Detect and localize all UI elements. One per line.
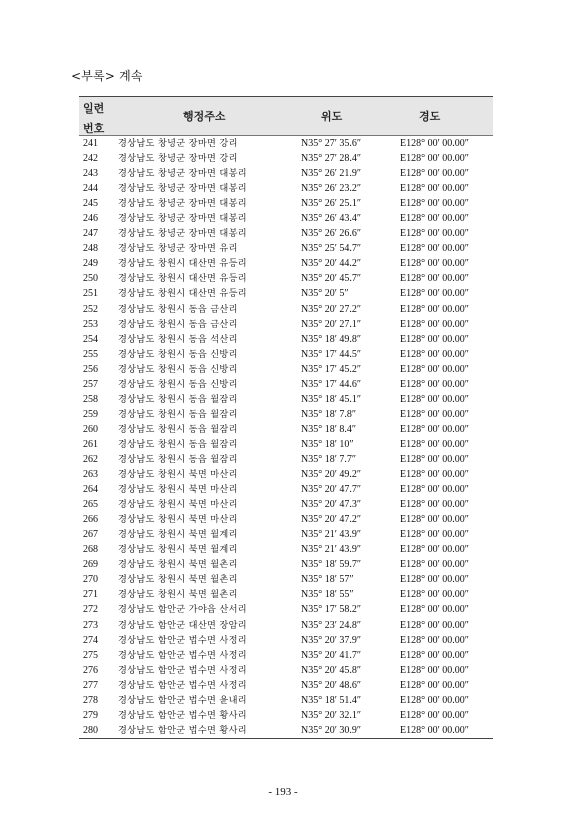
table-row <box>79 392 493 407</box>
longitude-cell: E128° 00′ 00.00″ <box>400 649 469 661</box>
latitude-cell: N35° 20′ 48.6″ <box>301 679 362 691</box>
latitude-cell: N35° 18′ 59.7″ <box>301 559 362 571</box>
serial-number-cell: 271 <box>83 589 98 601</box>
serial-number-cell: 243 <box>83 168 98 180</box>
table-row <box>79 663 493 678</box>
serial-number-cell: 245 <box>83 198 98 210</box>
latitude-cell: N35° 18′ 10″ <box>301 438 354 450</box>
address-cell: 경상남도 창녕군 장마면 대봉리 <box>118 198 247 210</box>
serial-number-cell: 249 <box>83 258 98 270</box>
table-row <box>79 678 493 693</box>
serial-number-cell: 268 <box>83 544 98 556</box>
latitude-cell: N35° 18′ 57″ <box>301 574 354 586</box>
serial-number-cell: 253 <box>83 318 98 330</box>
latitude-cell: N35° 21′ 43.9″ <box>301 529 362 541</box>
serial-number-cell: 278 <box>83 694 98 706</box>
table-row <box>79 633 493 648</box>
header-serial-number-line1: 일련 <box>83 102 105 115</box>
address-cell: 경상남도 창녕군 장마면 강리 <box>118 153 238 165</box>
longitude-cell: E128° 00′ 00.00″ <box>400 529 469 541</box>
address-cell: 경상남도 창원시 북면 월계리 <box>118 544 238 556</box>
latitude-cell: N35° 25′ 54.7″ <box>301 243 362 255</box>
serial-number-cell: 258 <box>83 393 98 405</box>
latitude-cell: N35° 21′ 43.9″ <box>301 544 362 556</box>
latitude-cell: N35° 18′ 7.8″ <box>301 408 357 420</box>
serial-number-cell: 259 <box>83 408 98 420</box>
address-cell: 경상남도 창원시 동읍 신방리 <box>118 378 238 390</box>
address-cell: 경상남도 함안군 법수면 사정리 <box>118 649 247 661</box>
address-cell: 경상남도 창원시 북면 월계리 <box>118 529 238 541</box>
serial-number-cell: 248 <box>83 243 98 255</box>
latitude-cell: N35° 17′ 58.2″ <box>301 604 362 616</box>
address-cell: 경상남도 창녕군 장마면 대봉리 <box>118 228 247 240</box>
header-address: 행정주소 <box>183 110 226 123</box>
latitude-cell: N35° 27′ 35.6″ <box>301 138 362 149</box>
longitude-cell: E128° 00′ 00.00″ <box>400 469 469 481</box>
serial-number-cell: 272 <box>83 604 98 616</box>
longitude-cell: E128° 00′ 00.00″ <box>400 438 469 450</box>
latitude-cell: N35° 20′ 27.1″ <box>301 318 362 330</box>
table-row <box>79 497 493 512</box>
serial-number-cell: 277 <box>83 679 98 691</box>
longitude-cell: E128° 00′ 00.00″ <box>400 363 469 375</box>
address-cell: 경상남도 함안군 법수면 사정리 <box>118 664 247 676</box>
table-row <box>79 572 493 587</box>
address-cell: 경상남도 창원시 동읍 월잠리 <box>118 438 238 450</box>
serial-number-cell: 267 <box>83 529 98 541</box>
address-cell: 경상남도 함안군 법수면 윤내리 <box>118 694 247 706</box>
serial-number-cell: 255 <box>83 348 98 360</box>
latitude-cell: N35° 20′ 5″ <box>301 288 349 300</box>
latitude-cell: N35° 26′ 23.2″ <box>301 183 362 195</box>
longitude-cell: E128° 00′ 00.00″ <box>400 258 469 270</box>
latitude-cell: N35° 20′ 45.8″ <box>301 664 362 676</box>
latitude-cell: N35° 20′ 30.9″ <box>301 724 362 736</box>
address-cell: 경상남도 창원시 동읍 금산리 <box>118 303 238 315</box>
table-row <box>79 196 493 211</box>
table-row <box>79 602 493 617</box>
latitude-cell: N35° 20′ 27.2″ <box>301 303 362 315</box>
table-row <box>79 136 493 151</box>
latitude-cell: N35° 18′ 7.7″ <box>301 453 357 465</box>
table-row <box>79 723 493 738</box>
longitude-cell: E128° 00′ 00.00″ <box>400 574 469 586</box>
header-latitude: 위도 <box>321 110 343 123</box>
serial-number-cell: 276 <box>83 664 98 676</box>
longitude-cell: E128° 00′ 00.00″ <box>400 153 469 165</box>
address-cell: 경상남도 함안군 법수면 사정리 <box>118 679 247 691</box>
serial-number-cell: 254 <box>83 333 98 345</box>
table-row <box>79 587 493 602</box>
serial-number-cell: 270 <box>83 574 98 586</box>
longitude-cell: E128° 00′ 00.00″ <box>400 604 469 616</box>
longitude-cell: E128° 00′ 00.00″ <box>400 619 469 631</box>
longitude-cell: E128° 00′ 00.00″ <box>400 423 469 435</box>
longitude-cell: E128° 00′ 00.00″ <box>400 393 469 405</box>
latitude-cell: N35° 18′ 55″ <box>301 589 354 601</box>
address-cell: 경상남도 창원시 동읍 월잠리 <box>118 393 238 405</box>
serial-number-cell: 274 <box>83 634 98 646</box>
longitude-cell: E128° 00′ 00.00″ <box>400 634 469 646</box>
header-serial-number-line2: 번호 <box>83 122 105 135</box>
serial-number-cell: 252 <box>83 303 98 315</box>
table-row <box>79 407 493 422</box>
latitude-cell: N35° 26′ 26.6″ <box>301 228 362 240</box>
latitude-cell: N35° 20′ 32.1″ <box>301 709 362 721</box>
table-row <box>79 347 493 362</box>
serial-number-cell: 247 <box>83 228 98 240</box>
page-number: - 193 - <box>268 786 298 798</box>
address-cell: 경상남도 창원시 동읍 월잠리 <box>118 453 238 465</box>
serial-number-cell: 262 <box>83 453 98 465</box>
address-cell: 경상남도 창원시 북면 마산리 <box>118 469 238 481</box>
serial-number-cell: 246 <box>83 213 98 225</box>
serial-number-cell: 273 <box>83 619 98 631</box>
serial-number-cell: 242 <box>83 153 98 165</box>
serial-number-cell: 257 <box>83 378 98 390</box>
longitude-cell: E128° 00′ 00.00″ <box>400 484 469 496</box>
longitude-cell: E128° 00′ 00.00″ <box>400 664 469 676</box>
table-row <box>79 332 493 347</box>
latitude-cell: N35° 20′ 49.2″ <box>301 469 362 481</box>
serial-number-cell: 260 <box>83 423 98 435</box>
serial-number-cell: 244 <box>83 183 98 195</box>
serial-number-cell: 250 <box>83 273 98 285</box>
address-cell: 경상남도 창녕군 장마면 유리 <box>118 243 238 255</box>
latitude-cell: N35° 20′ 47.7″ <box>301 484 362 496</box>
latitude-cell: N35° 17′ 44.6″ <box>301 378 362 390</box>
table-row <box>79 211 493 226</box>
longitude-cell: E128° 00′ 00.00″ <box>400 408 469 420</box>
latitude-cell: N35° 26′ 25.1″ <box>301 198 362 210</box>
longitude-cell: E128° 00′ 00.00″ <box>400 288 469 300</box>
serial-number-cell: 280 <box>83 724 98 736</box>
table-row <box>79 377 493 392</box>
longitude-cell: E128° 00′ 00.00″ <box>400 228 469 240</box>
address-cell: 경상남도 창원시 동읍 월잠리 <box>118 423 238 435</box>
latitude-cell: N35° 26′ 21.9″ <box>301 168 362 180</box>
serial-number-cell: 263 <box>83 469 98 481</box>
table-row <box>79 302 493 317</box>
coordinate-table <box>79 96 493 739</box>
table-row <box>79 422 493 437</box>
latitude-cell: N35° 17′ 45.2″ <box>301 363 362 375</box>
table-row <box>79 512 493 527</box>
address-cell: 경상남도 창원시 북면 마산리 <box>118 514 238 526</box>
table-row <box>79 362 493 377</box>
address-cell: 경상남도 함안군 대산면 장암리 <box>118 619 247 631</box>
longitude-cell: E128° 00′ 00.00″ <box>400 198 469 210</box>
longitude-cell: E128° 00′ 00.00″ <box>400 544 469 556</box>
longitude-cell: E128° 00′ 00.00″ <box>400 348 469 360</box>
serial-number-cell: 269 <box>83 559 98 571</box>
longitude-cell: E128° 00′ 00.00″ <box>400 679 469 691</box>
table-row <box>79 286 493 301</box>
address-cell: 경상남도 창원시 대산면 유등리 <box>118 288 247 300</box>
table-row <box>79 166 493 181</box>
latitude-cell: N35° 20′ 47.3″ <box>301 499 362 511</box>
latitude-cell: N35° 20′ 47.2″ <box>301 514 362 526</box>
serial-number-cell: 265 <box>83 499 98 511</box>
longitude-cell: E128° 00′ 00.00″ <box>400 709 469 721</box>
serial-number-cell: 264 <box>83 484 98 496</box>
address-cell: 경상남도 창원시 북면 월촌리 <box>118 559 238 571</box>
table-row <box>79 151 493 166</box>
address-cell: 경상남도 창원시 동읍 월잠리 <box>118 408 238 420</box>
serial-number-cell: 256 <box>83 363 98 375</box>
address-cell: 경상남도 창원시 북면 월촌리 <box>118 574 238 586</box>
longitude-cell: E128° 00′ 00.00″ <box>400 378 469 390</box>
table-row <box>79 527 493 542</box>
table-row <box>79 708 493 723</box>
address-cell: 경상남도 함안군 법수면 황사리 <box>118 709 247 721</box>
table-row <box>79 467 493 482</box>
latitude-cell: N35° 18′ 45.1″ <box>301 393 362 405</box>
serial-number-cell: 251 <box>83 288 98 300</box>
table-row <box>79 482 493 497</box>
table-row <box>79 181 493 196</box>
longitude-cell: E128° 00′ 00.00″ <box>400 333 469 345</box>
longitude-cell: E128° 00′ 00.00″ <box>400 213 469 225</box>
table-row <box>79 271 493 286</box>
latitude-cell: N35° 18′ 8.4″ <box>301 423 357 435</box>
table-header <box>79 97 493 136</box>
address-cell: 경상남도 함안군 법수면 황사리 <box>118 724 247 736</box>
latitude-cell: N35° 20′ 45.7″ <box>301 273 362 285</box>
table-row <box>79 241 493 256</box>
address-cell: 경상남도 함안군 법수면 사정리 <box>118 634 247 646</box>
serial-number-cell: 241 <box>83 138 98 149</box>
address-cell: 경상남도 창녕군 장마면 대봉리 <box>118 183 247 195</box>
table-row <box>79 437 493 452</box>
table-row <box>79 618 493 633</box>
longitude-cell: E128° 00′ 00.00″ <box>400 724 469 736</box>
address-cell: 경상남도 창녕군 장마면 대봉리 <box>118 168 247 180</box>
longitude-cell: E128° 00′ 00.00″ <box>400 499 469 511</box>
table-row <box>79 693 493 708</box>
longitude-cell: E128° 00′ 00.00″ <box>400 694 469 706</box>
serial-number-cell: 279 <box>83 709 98 721</box>
table-body <box>79 136 493 738</box>
table-row <box>79 648 493 663</box>
latitude-cell: N35° 20′ 41.7″ <box>301 649 362 661</box>
longitude-cell: E128° 00′ 00.00″ <box>400 318 469 330</box>
address-cell: 경상남도 창원시 북면 월촌리 <box>118 589 238 601</box>
serial-number-cell: 261 <box>83 438 98 450</box>
latitude-cell: N35° 17′ 44.5″ <box>301 348 362 360</box>
latitude-cell: N35° 26′ 43.4″ <box>301 213 362 225</box>
longitude-cell: E128° 00′ 00.00″ <box>400 243 469 255</box>
address-cell: 경상남도 창원시 북면 마산리 <box>118 484 238 496</box>
longitude-cell: E128° 00′ 00.00″ <box>400 273 469 285</box>
longitude-cell: E128° 00′ 00.00″ <box>400 138 469 149</box>
longitude-cell: E128° 00′ 00.00″ <box>400 589 469 601</box>
address-cell: 경상남도 창원시 동읍 석산리 <box>118 333 238 345</box>
table-row <box>79 542 493 557</box>
latitude-cell: N35° 18′ 49.8″ <box>301 333 362 345</box>
latitude-cell: N35° 20′ 44.2″ <box>301 258 362 270</box>
serial-number-cell: 275 <box>83 649 98 661</box>
longitude-cell: E128° 00′ 00.00″ <box>400 559 469 571</box>
latitude-cell: N35° 23′ 24.8″ <box>301 619 362 631</box>
table-row <box>79 452 493 467</box>
latitude-cell: N35° 20′ 37.9″ <box>301 634 362 646</box>
address-cell: 경상남도 창녕군 장마면 대봉리 <box>118 213 247 225</box>
longitude-cell: E128° 00′ 00.00″ <box>400 514 469 526</box>
longitude-cell: E128° 00′ 00.00″ <box>400 453 469 465</box>
serial-number-cell: 266 <box>83 514 98 526</box>
address-cell: 경상남도 창원시 대산면 유등리 <box>118 258 247 270</box>
header-longitude: 경도 <box>419 110 441 123</box>
longitude-cell: E128° 00′ 00.00″ <box>400 168 469 180</box>
longitude-cell: E128° 00′ 00.00″ <box>400 303 469 315</box>
address-cell: 경상남도 함안군 가야읍 산서리 <box>118 604 247 616</box>
latitude-cell: N35° 27′ 28.4″ <box>301 153 362 165</box>
address-cell: 경상남도 창원시 동읍 금산리 <box>118 318 238 330</box>
page-heading: <부록> 계속 <box>71 69 143 83</box>
table-row <box>79 256 493 271</box>
latitude-cell: N35° 18′ 51.4″ <box>301 694 362 706</box>
table-row <box>79 557 493 572</box>
address-cell: 경상남도 창원시 동읍 신방리 <box>118 363 238 375</box>
address-cell: 경상남도 창원시 북면 마산리 <box>118 499 238 511</box>
address-cell: 경상남도 창원시 동읍 신방리 <box>118 348 238 360</box>
address-cell: 경상남도 창원시 대산면 유등리 <box>118 273 247 285</box>
address-cell: 경상남도 창녕군 장마면 강리 <box>118 138 238 149</box>
table-row <box>79 317 493 332</box>
longitude-cell: E128° 00′ 00.00″ <box>400 183 469 195</box>
table-row <box>79 226 493 241</box>
